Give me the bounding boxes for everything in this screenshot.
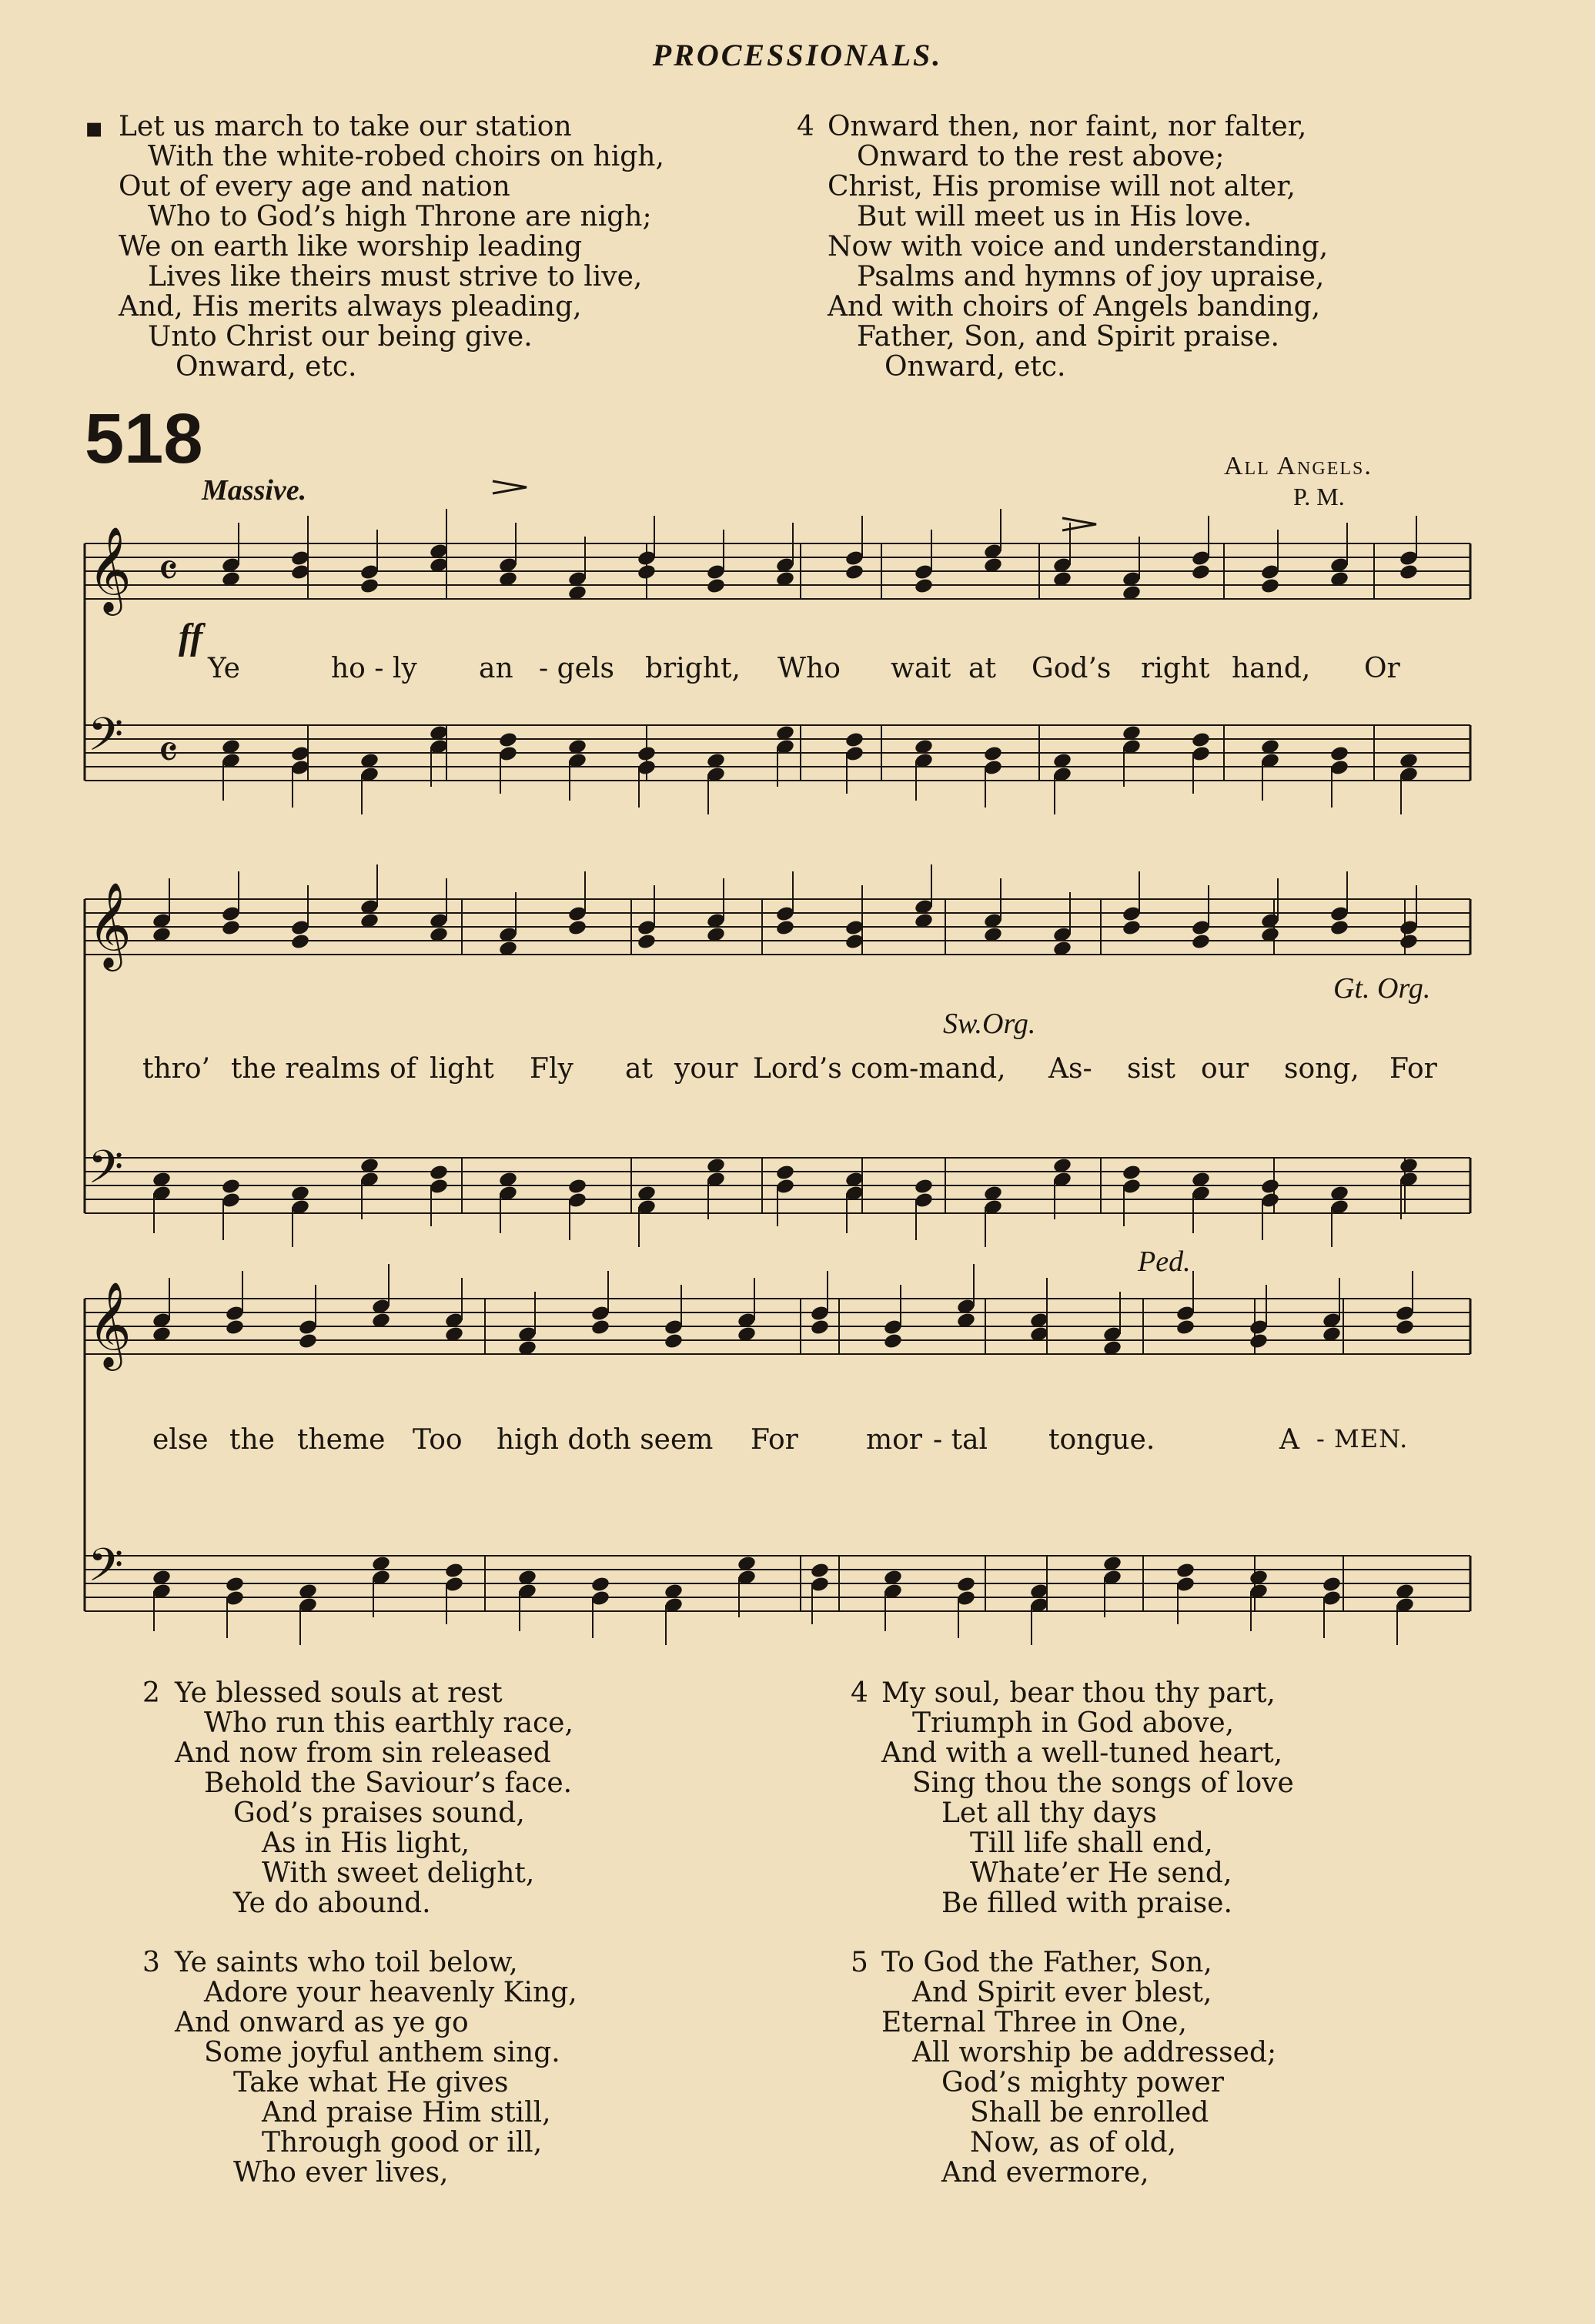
note-head — [429, 1164, 449, 1182]
verse-line: Onward, etc. — [176, 351, 357, 383]
verse-2 — [142, 1678, 835, 1918]
bass-clef-icon: 𝄢 — [88, 1140, 124, 1205]
note-head — [956, 1576, 976, 1593]
verse-line: Triumph in God above, — [912, 1707, 1235, 1739]
lyric-syllable: Who — [777, 653, 841, 684]
verse-line: God’s mighty power — [941, 2067, 1225, 2098]
lyric-syllable: sist — [1127, 1053, 1175, 1085]
verse-line: Onward, etc. — [884, 351, 1066, 383]
note-head — [844, 563, 864, 581]
note-head — [590, 1319, 610, 1336]
time-signature-icon: 𝄴 — [158, 544, 179, 598]
lyric-syllable: at — [968, 653, 996, 684]
note-head — [664, 1333, 684, 1350]
treble-clef-icon: 𝄞 — [88, 881, 132, 968]
lyric-syllable: Fly — [530, 1053, 573, 1085]
verse-line: Onward to the rest above; — [857, 141, 1225, 172]
lyric-syllable: ho - ly — [331, 653, 417, 684]
verse-line: Eternal Three in One, — [881, 2007, 1187, 2038]
note-head — [1329, 919, 1349, 937]
accent-mark-icon — [1062, 518, 1096, 530]
note-head — [1260, 577, 1280, 595]
dynamic-marking: ff — [179, 617, 203, 657]
verse-line: With the white-robed choirs on high, — [148, 141, 664, 172]
lyric-syllable: For — [1389, 1053, 1437, 1085]
bass-clef-icon: 𝄢 — [88, 707, 124, 772]
verse-line: Who run this earthly race, — [204, 1707, 573, 1739]
lyric-syllable: - gels — [539, 653, 614, 684]
verse-line: Be filled with praise. — [941, 1888, 1232, 1919]
verse-line: And onward as ye go — [175, 2007, 469, 2038]
verse-line: But will meet us in His love. — [857, 201, 1252, 232]
verse-line: My soul, bear thou thy part, — [881, 1677, 1276, 1709]
note-head — [983, 745, 1003, 763]
verse-line: Shall be enrolled — [970, 2097, 1209, 2128]
note-head — [775, 1164, 795, 1182]
lyric-syllable: As- — [1048, 1053, 1092, 1085]
verse-line: And now from sin released — [175, 1737, 551, 1769]
verse-line: And, His merits always pleading, — [119, 291, 582, 323]
note-head — [1329, 745, 1349, 763]
lyric-syllable: tongue. — [1048, 1424, 1155, 1456]
verse-line: All worship be addressed; — [912, 2037, 1277, 2068]
note-head — [637, 933, 657, 951]
lyric-syllable: - MEN. — [1316, 1424, 1409, 1453]
lyric-syllable: For — [751, 1424, 798, 1456]
note-head — [590, 1576, 610, 1593]
note-head — [1122, 919, 1142, 937]
verse-marker: ▪ — [85, 112, 104, 144]
note-head — [775, 919, 795, 937]
lyric-syllable: wait — [891, 653, 951, 684]
lyric-syllable: the — [229, 1424, 275, 1456]
note-head — [290, 933, 310, 951]
note-head — [914, 1178, 934, 1195]
verse-line: And with choirs of Angels banding, — [828, 291, 1321, 323]
verse-number: 4 — [851, 1677, 868, 1709]
note-head — [1191, 731, 1211, 749]
page-header: PROCESSIONALS. — [652, 38, 943, 72]
verse-line: We on earth like worship leading — [119, 231, 583, 262]
lyric-syllable: at — [625, 1053, 653, 1085]
lyric-syllable: God’s — [1032, 653, 1112, 684]
verse-line: To God the Father, Son, — [881, 1947, 1212, 1978]
lyric-syllable: song, — [1284, 1053, 1359, 1085]
great-organ-mark: Gt. Org. — [1333, 972, 1431, 1005]
note-head — [810, 1562, 830, 1580]
verse-line: And with a well-tuned heart, — [881, 1737, 1283, 1769]
hymn-number: 518 — [85, 400, 203, 478]
verse-line: Let all thy days — [941, 1797, 1157, 1829]
lyric-syllable: right — [1141, 653, 1210, 684]
verse-line: And Spirit ever blest, — [912, 1977, 1212, 2008]
verse-4 — [851, 1678, 1543, 1918]
verse-line: Adore your heavenly King, — [204, 1977, 577, 2008]
note-head — [359, 577, 380, 595]
note-head — [298, 1333, 318, 1350]
note-head — [1191, 563, 1211, 581]
note-head — [1175, 1562, 1195, 1580]
verse-line: And evermore, — [941, 2157, 1149, 2189]
lyric-syllable: else — [152, 1424, 209, 1456]
treble-clef-icon: 𝄞 — [88, 1281, 132, 1367]
note-head — [637, 745, 657, 763]
note-head — [1399, 563, 1419, 581]
note-head — [567, 919, 587, 937]
lyric-syllable: bright, — [645, 653, 741, 684]
lyric-syllable: Lord’s com-mand, — [753, 1053, 1006, 1085]
lyric-syllable: thro’ — [142, 1053, 210, 1085]
note-head — [567, 1178, 587, 1195]
note-head — [1260, 1178, 1280, 1195]
treble-clef-icon: 𝄞 — [88, 526, 132, 612]
note-head — [498, 731, 518, 749]
verse-number: 2 — [142, 1677, 160, 1709]
note-head — [1249, 1333, 1269, 1350]
lyric-syllable: light — [430, 1053, 494, 1085]
note-head — [1122, 1164, 1142, 1182]
verse-line: Who ever lives, — [233, 2157, 449, 2189]
verse-line: Christ, His promise will not alter, — [828, 171, 1296, 202]
verse-5 — [851, 1948, 1543, 2188]
tune-name: All Angels. — [1224, 452, 1373, 480]
verse-line: Sing thou the songs of love — [912, 1767, 1294, 1799]
verse-line: God’s praises sound, — [233, 1797, 525, 1829]
verse-line: Lives like theirs must strive to live, — [148, 261, 643, 293]
verse-line: Father, Son, and Spirit praise. — [857, 321, 1279, 353]
verse-number: 3 — [142, 1947, 160, 1978]
verse-line: Some joyful anthem sing. — [204, 2037, 560, 2068]
verse-line: And praise Him still, — [262, 2097, 551, 2128]
verse-line: Now with voice and understanding, — [828, 231, 1329, 262]
lyric-syllable: an — [479, 653, 513, 684]
verse-line: Ye do abound. — [233, 1888, 431, 1919]
note-head — [844, 731, 864, 749]
verse-line: As in His light, — [262, 1827, 470, 1859]
verse-line: Out of every age and nation — [119, 171, 510, 202]
verse-line: Ye saints who toil below, — [175, 1947, 518, 1978]
note-head — [810, 1319, 830, 1336]
note-head — [914, 577, 934, 595]
lyric-syllable: - tal — [933, 1424, 988, 1456]
verse-3 — [142, 1948, 835, 2188]
note-head — [225, 1576, 245, 1593]
verse-line: Now, as of old, — [970, 2127, 1177, 2158]
note-head — [1322, 1576, 1342, 1593]
verse-line: Through good or ill, — [262, 2127, 543, 2158]
verse-line: Unto Christ our being give. — [148, 321, 533, 353]
lyric-syllable: our — [1201, 1053, 1249, 1085]
lyric-syllable: mor — [866, 1424, 923, 1456]
lyric-syllable: high doth seem — [497, 1424, 714, 1456]
verse-number: 4 — [797, 111, 814, 142]
note-head — [1175, 1319, 1195, 1336]
lyric-syllable: the realms of — [231, 1053, 416, 1085]
verse-line: Who to God’s high Throne are nigh; — [148, 201, 652, 232]
lyric-syllable: A — [1279, 1424, 1299, 1456]
accent-mark-icon — [493, 481, 527, 493]
note-head — [221, 919, 241, 937]
lyric-syllable: hand, — [1232, 653, 1311, 684]
tempo-marking: Massive. — [202, 474, 307, 507]
lyric-syllable: theme — [297, 1424, 386, 1456]
verse-line: Behold the Saviour’s face. — [204, 1767, 573, 1799]
note-head — [225, 1319, 245, 1336]
lyric-syllable: your — [674, 1053, 738, 1085]
note-head — [883, 1333, 903, 1350]
time-signature-icon: 𝄴 — [158, 726, 179, 780]
swell-organ-mark: Sw.Org. — [943, 1008, 1036, 1040]
note-head — [221, 1178, 241, 1195]
verse-line: Whate’er He send, — [970, 1858, 1232, 1889]
note-head — [444, 1562, 464, 1580]
verse-number: 5 — [851, 1947, 868, 1978]
lyric-syllable: Or — [1364, 653, 1400, 684]
verse-line: With sweet delight, — [262, 1858, 535, 1889]
lyric-syllable: Too — [413, 1424, 463, 1456]
verse-line: Onward then, nor faint, nor falter, — [828, 111, 1307, 142]
note-head — [1395, 1319, 1415, 1336]
verse-line: Till life shall end, — [970, 1827, 1213, 1859]
note-head — [706, 577, 726, 595]
bass-clef-icon: 𝄢 — [88, 1538, 124, 1603]
meter: P. M. — [1293, 483, 1345, 510]
note-head — [637, 563, 657, 581]
lyric-syllable: Ye — [208, 653, 240, 684]
note-head — [1191, 933, 1211, 951]
pedal-mark: Ped. — [1138, 1246, 1191, 1278]
verse-line: Psalms and hymns of joy upraise, — [857, 261, 1325, 293]
verse-line: Take what He gives — [233, 2067, 509, 2098]
verse-line: Ye blessed souls at rest — [175, 1677, 503, 1709]
note-head — [1399, 933, 1419, 951]
verse-line: Let us march to take our station — [119, 111, 572, 142]
